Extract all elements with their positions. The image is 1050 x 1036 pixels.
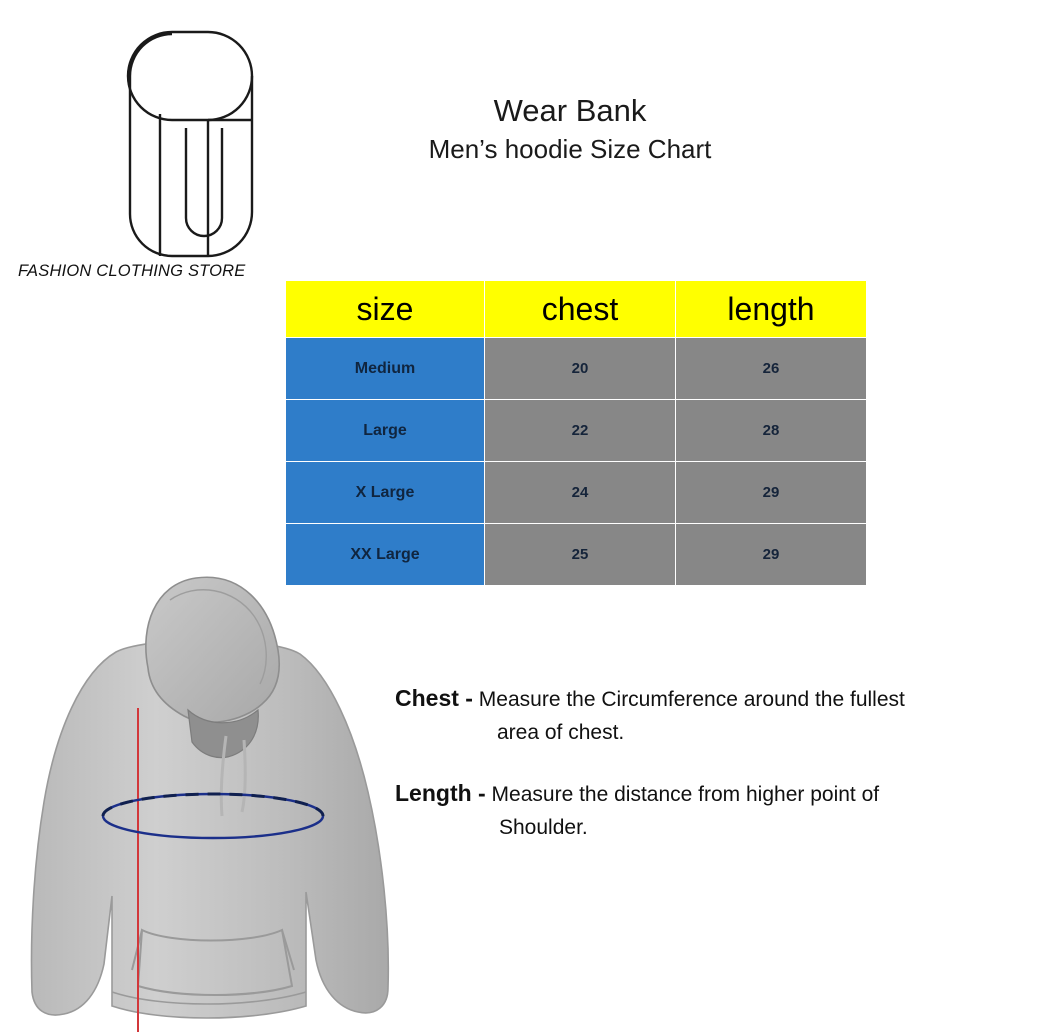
instruction-length-label: Length -: [395, 780, 486, 806]
cell-length: 29: [676, 524, 867, 586]
cell-chest: 25: [485, 524, 676, 586]
instruction-length: [395, 777, 1050, 844]
hoodie-illustration: [20, 540, 410, 1036]
table-row: [286, 338, 867, 400]
brand-name: Wear Bank: [493, 93, 647, 128]
column-header-length: length: [676, 281, 867, 338]
cell-size: Large: [286, 400, 485, 462]
cell-size: XX Large: [286, 524, 485, 586]
brand-logo: [60, 18, 280, 258]
logo-caption: FASHION CLOTHING STORE: [18, 262, 246, 280]
cell-chest: 22: [485, 400, 676, 462]
instruction-chest: [395, 682, 1050, 749]
column-header-size: size: [286, 281, 485, 338]
cell-chest: 24: [485, 462, 676, 524]
instruction-length-line2: Shoulder.: [499, 816, 588, 839]
measurement-instructions: [395, 682, 1050, 872]
instruction-chest-line1: Measure the Circumference around the fullest: [478, 688, 905, 711]
cell-chest: 20: [485, 338, 676, 400]
column-header-chest: chest: [485, 281, 676, 338]
cell-length: 29: [676, 462, 867, 524]
page-title: [290, 92, 850, 166]
cell-size: Medium: [286, 338, 485, 400]
cell-size: X Large: [286, 462, 485, 524]
instruction-length-line1: Measure the distance from higher point of: [491, 783, 880, 806]
instruction-chest-line2: area of chest.: [497, 721, 625, 744]
table-header-row: [286, 281, 867, 338]
cell-length: 26: [676, 338, 867, 400]
table-row: [286, 462, 867, 524]
chart-subtitle: Men’s hoodie Size Chart: [428, 134, 712, 164]
cell-length: 28: [676, 400, 867, 462]
instruction-chest-label: Chest -: [395, 685, 473, 711]
table-row: [286, 400, 867, 462]
